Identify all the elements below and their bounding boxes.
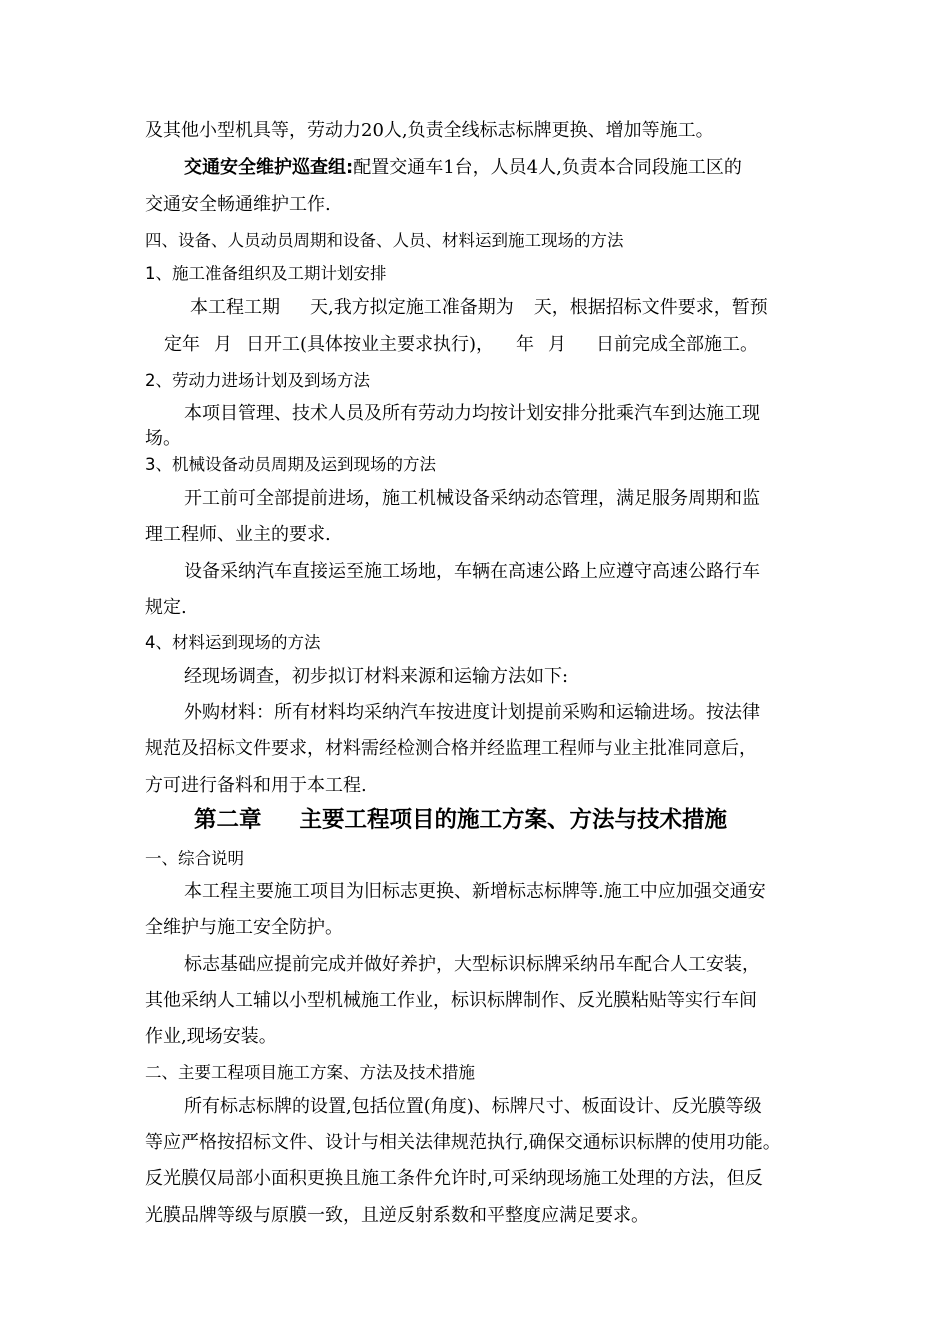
paragraph-text: 天,我方拟定施工准备期为: [310, 297, 514, 318]
paragraph-line: 所有标志标牌的设置,包括位置(角度)、标牌尺寸、板面设计、反光膜等级: [184, 1096, 762, 1117]
section-heading: 一、综合说明: [145, 849, 244, 868]
paragraph-line: 其他采纳人工辅以小型机械施工作业，标识标牌制作、反光膜粘贴等实行车间: [145, 990, 757, 1011]
subsection-heading: 4、材料运到现场的方法: [145, 633, 321, 652]
chapter-title: 主要工程项目的施工方案、方法与技术措施: [299, 807, 728, 833]
paragraph-line: 本项目管理、技术人员及所有劳动力均按计划安排分批乘汽车到达施工现: [184, 403, 760, 424]
subsection-heading: 2、劳动力进场计划及到场方法: [145, 371, 370, 390]
subsection-heading: 1、施工准备组织及工期计划安排: [145, 264, 387, 283]
paragraph-line: 及其他小型机具等，劳动力20人,负责全线标志标牌更换、增加等施工。: [145, 120, 714, 141]
paragraph-text: 月: [214, 334, 232, 355]
paragraph-line: 规范及招标文件要求，材料需经检测合格并经监理工程师与业主批准同意后，: [145, 738, 757, 759]
section-heading: 四、设备、人员动员周期和设备、人员、材料运到施工现场的方法: [145, 231, 624, 250]
paragraph-text: 日前完成全部施工。: [596, 334, 759, 355]
paragraph-text: 年: [516, 334, 535, 355]
paragraph-line: 开工前可全部提前进场，施工机械设备采纳动态管理，满足服务周期和监: [184, 488, 760, 509]
paragraph-line: [190, 297, 768, 319]
section-heading: 二、主要工程项目施工方案、方法及技术措施: [145, 1063, 475, 1082]
paragraph-line: 理工程师、业主的要求.: [145, 524, 331, 545]
paragraph-line: 交通安全畅通维护工作.: [145, 194, 331, 215]
bold-lead-text: 交通安全维护巡查组:: [184, 157, 354, 178]
paragraph-line: 规定.: [145, 597, 187, 618]
chapter-number: 第二章: [194, 807, 262, 833]
paragraph-text: 本工程工期: [190, 297, 280, 318]
paragraph-line: [184, 157, 742, 179]
paragraph-line: 经现场调查，初步拟订材料来源和运输方法如下:: [184, 666, 569, 687]
paragraph-text: 定年: [164, 334, 200, 355]
paragraph-text: 月: [548, 334, 567, 355]
paragraph-text: 日开工(具体按业主要求执行)，: [246, 334, 495, 355]
paragraph-line: 设备采纳汽车直接运至施工场地，车辆在高速公路上应遵守高速公路行车: [184, 561, 760, 582]
paragraph-line: [164, 334, 758, 356]
paragraph-line: 标志基础应提前完成并做好养护，大型标识标牌采纳吊车配合人工安装，: [184, 954, 760, 975]
paragraph-line: 全维护与施工安全防护。: [145, 917, 343, 938]
paragraph-line: 场。: [145, 428, 181, 449]
paragraph-line: 反光膜仅局部小面积更换且施工条件允许时,可采纳现场施工处理的方法，但反: [145, 1168, 763, 1189]
paragraph-line: 光膜品牌等级与原膜一致，且逆反射系数和平整度应满足要求。: [145, 1205, 649, 1226]
paragraph-line: 本工程主要施工项目为旧标志更换、新增标志标牌等.施工中应加强交通安: [184, 881, 766, 902]
paragraph-line: 作业,现场安装。: [145, 1026, 277, 1047]
subsection-heading: 3、机械设备动员周期及运到现场的方法: [145, 455, 436, 474]
paragraph-line: 外购材料：所有材料均采纳汽车按进度计划提前采购和运输进场。按法律: [184, 702, 760, 723]
paragraph-line: 方可进行备料和用于本工程.: [145, 775, 367, 796]
paragraph-line: 等应严格按招标文件、设计与相关法律规范执行,确保交通标识标牌的使用功能。: [145, 1132, 781, 1153]
paragraph-text: 天，根据招标文件要求，暂预: [533, 297, 768, 318]
chapter-heading: [194, 806, 727, 834]
paragraph-text: 配置交通车1台，人员4人,负责本合同段施工区的: [353, 157, 742, 178]
